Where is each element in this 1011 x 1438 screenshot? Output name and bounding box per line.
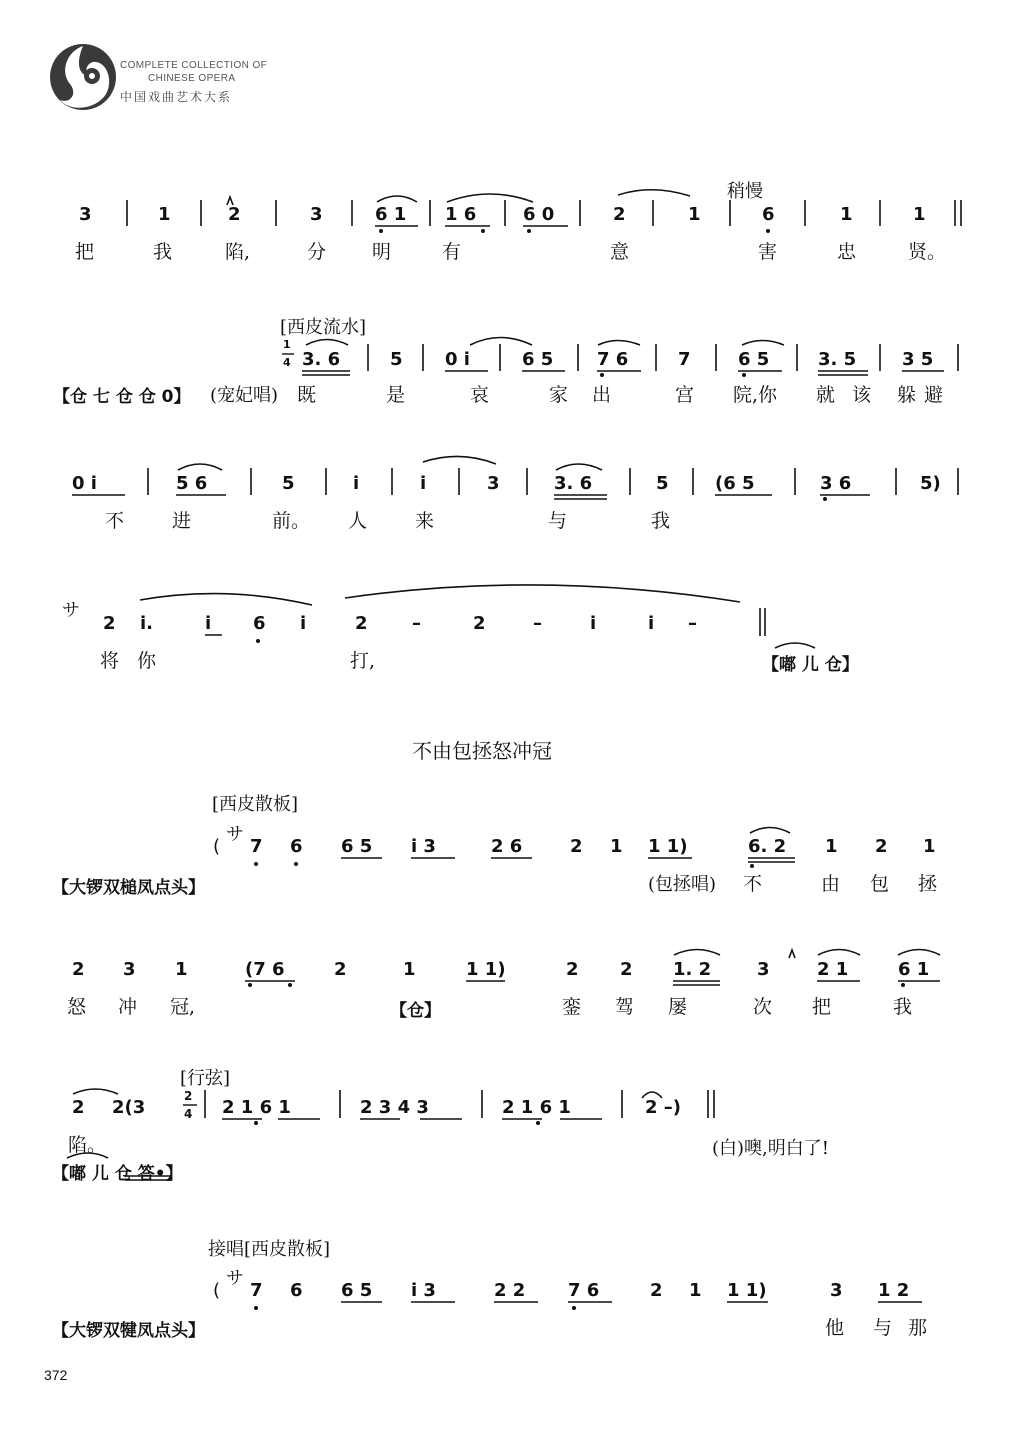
- note: 3: [830, 1280, 843, 1301]
- note: i 3: [411, 1280, 436, 1301]
- note: 1: [825, 836, 838, 857]
- logo-text-line1: COMPLETE COLLECTION OF: [120, 60, 268, 71]
- note: 2 1 6 1: [222, 1097, 291, 1118]
- note: 2(3: [112, 1097, 146, 1118]
- lyric: 家: [549, 384, 569, 406]
- lyric: 把: [812, 996, 832, 1018]
- note: i: [590, 613, 597, 634]
- percussion-cue: 【仓 七 仓 仓 0】: [53, 387, 191, 407]
- note: 2: [72, 959, 85, 980]
- lyric: 打,: [350, 650, 376, 672]
- lyric: 驾: [615, 996, 635, 1018]
- note: i: [205, 613, 212, 634]
- note: 2: [875, 836, 888, 857]
- free-rhythm-mark: サ: [226, 1268, 244, 1289]
- note: 3 5: [902, 349, 934, 370]
- lyric: 与: [548, 510, 568, 532]
- lyric: 既: [297, 384, 317, 406]
- spoken-line: (白)噢,明白了!: [712, 1138, 829, 1159]
- note: 2 1: [817, 959, 849, 980]
- note: 3: [487, 473, 500, 494]
- lyric: 该: [852, 384, 872, 406]
- section-label: [西皮流水]: [280, 317, 367, 338]
- note: 2: [334, 959, 347, 980]
- note: 2 6: [491, 836, 523, 857]
- lyric: 我: [153, 241, 173, 263]
- note: 6 1: [898, 959, 930, 980]
- note: 1: [175, 959, 188, 980]
- note: 2: [72, 1097, 85, 1118]
- lyric: 冲: [118, 996, 138, 1018]
- lyric: 避: [924, 384, 944, 406]
- lyric: 贤。: [908, 241, 947, 263]
- lyric: 人: [348, 510, 368, 532]
- note: –: [533, 613, 542, 634]
- note: 6: [762, 204, 775, 225]
- note: 2: [473, 613, 486, 634]
- lyric: 明: [372, 241, 392, 263]
- note: 1: [688, 204, 701, 225]
- lyric: 屡: [668, 996, 688, 1018]
- lyric: 意: [610, 241, 630, 263]
- lyric: 那: [908, 1317, 928, 1339]
- note: i: [300, 613, 307, 634]
- note: 3. 6: [302, 349, 341, 370]
- note: –: [412, 613, 421, 634]
- note: 1 1): [648, 836, 688, 857]
- note: 6 5: [522, 349, 554, 370]
- lyric: 不: [743, 873, 763, 895]
- note: 2: [620, 959, 633, 980]
- note: 2 3 4 3: [360, 1097, 429, 1118]
- note: 1: [840, 204, 853, 225]
- note: 3: [310, 204, 323, 225]
- note: 7 6: [597, 349, 629, 370]
- note: 1: [610, 836, 623, 857]
- note: 2: [570, 836, 583, 857]
- note: 2: [355, 613, 368, 634]
- lyric: 进: [172, 510, 192, 532]
- singer-cue: (宠妃唱): [210, 385, 279, 406]
- note: 1 2: [878, 1280, 910, 1301]
- note: –: [688, 613, 697, 634]
- note: 3 6: [820, 473, 852, 494]
- note: (: [213, 1280, 221, 1301]
- note: 1: [923, 836, 936, 857]
- section-label: 接唱[西皮散板]: [208, 1239, 331, 1260]
- percussion-cue: 【大锣双槌凤点头】: [52, 878, 205, 898]
- note: i: [353, 473, 360, 494]
- lyric: 来: [415, 510, 435, 532]
- tempo-mark: 稍慢: [727, 181, 763, 202]
- time-signature: 1: [283, 338, 291, 351]
- lyric: 由: [821, 873, 841, 895]
- lyric: 有: [442, 241, 462, 263]
- note: 0 i: [72, 473, 97, 494]
- note: (: [213, 836, 221, 857]
- lyric: 分: [307, 241, 327, 263]
- song-title: 不由包拯怒冲冠: [412, 739, 552, 763]
- note: 6 1: [375, 204, 407, 225]
- time-signature: 2: [184, 1089, 193, 1103]
- note: 5: [656, 473, 669, 494]
- note: 1. 2: [673, 959, 712, 980]
- mask-logo-icon: [48, 42, 118, 112]
- percussion-cue: 【嘟 儿 仓 答•】: [52, 1164, 183, 1184]
- note: 6 5: [341, 1280, 373, 1301]
- lyric: 不: [105, 510, 125, 532]
- section-label: [行弦]: [180, 1068, 231, 1089]
- lyric: 陷。: [68, 1134, 107, 1156]
- percussion-cue: 【大锣双犍凤点头】: [52, 1321, 205, 1341]
- lyric: 哀: [470, 384, 490, 406]
- note: 3. 6: [554, 473, 593, 494]
- note: 3: [79, 204, 92, 225]
- lyric: 把: [75, 241, 95, 263]
- note: (6 5: [715, 473, 755, 494]
- lyric: 次: [753, 996, 773, 1018]
- note: 7: [250, 836, 263, 857]
- lyric: 院,你: [733, 384, 778, 406]
- lyric: 銮: [562, 996, 582, 1018]
- logo-text-cn: 中国戏曲艺术大系: [120, 90, 233, 104]
- note: i: [420, 473, 427, 494]
- note: 5: [282, 473, 295, 494]
- lyric: 冠,: [170, 996, 196, 1018]
- note: 3: [757, 959, 770, 980]
- note: 6 5: [738, 349, 770, 370]
- opera-logo: [48, 42, 118, 112]
- note: 1 1): [466, 959, 506, 980]
- note: 2: [613, 204, 626, 225]
- note: 1: [913, 204, 926, 225]
- singer-cue: (包拯唱): [648, 874, 717, 895]
- lyric: 拯: [918, 873, 938, 895]
- note: 6: [290, 1280, 303, 1301]
- note: 1: [403, 959, 416, 980]
- note: 2: [228, 204, 241, 225]
- lyric: 怒: [67, 996, 87, 1018]
- note: 2: [566, 959, 579, 980]
- time-signature: 4: [184, 1107, 193, 1121]
- note: i 3: [411, 836, 436, 857]
- lyric: 忠: [837, 241, 857, 263]
- note: 1: [689, 1280, 702, 1301]
- percussion-cue: 【嘟 儿 仓】: [762, 655, 859, 675]
- lyric: 与: [873, 1317, 893, 1339]
- time-signature: 4: [283, 356, 291, 369]
- logo-text-line2: CHINESE OPERA: [148, 73, 236, 84]
- note: 2: [650, 1280, 663, 1301]
- lyric: 前。: [272, 510, 311, 532]
- lyric: 躲: [897, 384, 917, 406]
- lyric: 是: [386, 384, 406, 406]
- lyric: 害: [758, 241, 778, 263]
- note: i.: [140, 613, 154, 634]
- note: 2 2: [494, 1280, 526, 1301]
- lyric: 他: [825, 1317, 845, 1339]
- note: 6. 2: [748, 836, 787, 857]
- note: 5: [390, 349, 403, 370]
- note: 7: [678, 349, 691, 370]
- note: 1 1): [727, 1280, 767, 1301]
- percussion-cue: 【仓】: [390, 1001, 441, 1021]
- note: 5): [920, 473, 941, 494]
- note: 2 –): [645, 1097, 682, 1118]
- note: 0 i: [445, 349, 470, 370]
- free-rhythm-mark: サ: [226, 824, 244, 845]
- note: 3. 5: [818, 349, 857, 370]
- lyric: 出: [592, 384, 612, 406]
- page-number: 372: [44, 1367, 68, 1383]
- note: 6 5: [341, 836, 373, 857]
- note: 1: [158, 204, 171, 225]
- note: i: [648, 613, 655, 634]
- note: (7 6: [245, 959, 285, 980]
- note: 5 6: [176, 473, 208, 494]
- lyric: 就: [816, 384, 836, 406]
- lyric: 宫: [675, 384, 695, 406]
- lyric: 你: [137, 650, 157, 672]
- note: 7 6: [568, 1280, 600, 1301]
- lyric: 陷,: [225, 241, 251, 263]
- lyric: 将: [100, 650, 120, 672]
- note: 2 1 6 1: [502, 1097, 571, 1118]
- lyric: 我: [893, 996, 913, 1018]
- note: 1 6: [445, 204, 477, 225]
- section-label: [西皮散板]: [212, 794, 299, 815]
- note: 7: [250, 1280, 263, 1301]
- note: 6 0: [523, 204, 555, 225]
- free-rhythm-mark: サ: [62, 600, 80, 621]
- note: 2: [103, 613, 116, 634]
- lyric: 我: [651, 510, 671, 532]
- note: 3: [123, 959, 136, 980]
- note: 6: [253, 613, 266, 634]
- note: 6: [290, 836, 303, 857]
- lyric: 包: [870, 873, 890, 895]
